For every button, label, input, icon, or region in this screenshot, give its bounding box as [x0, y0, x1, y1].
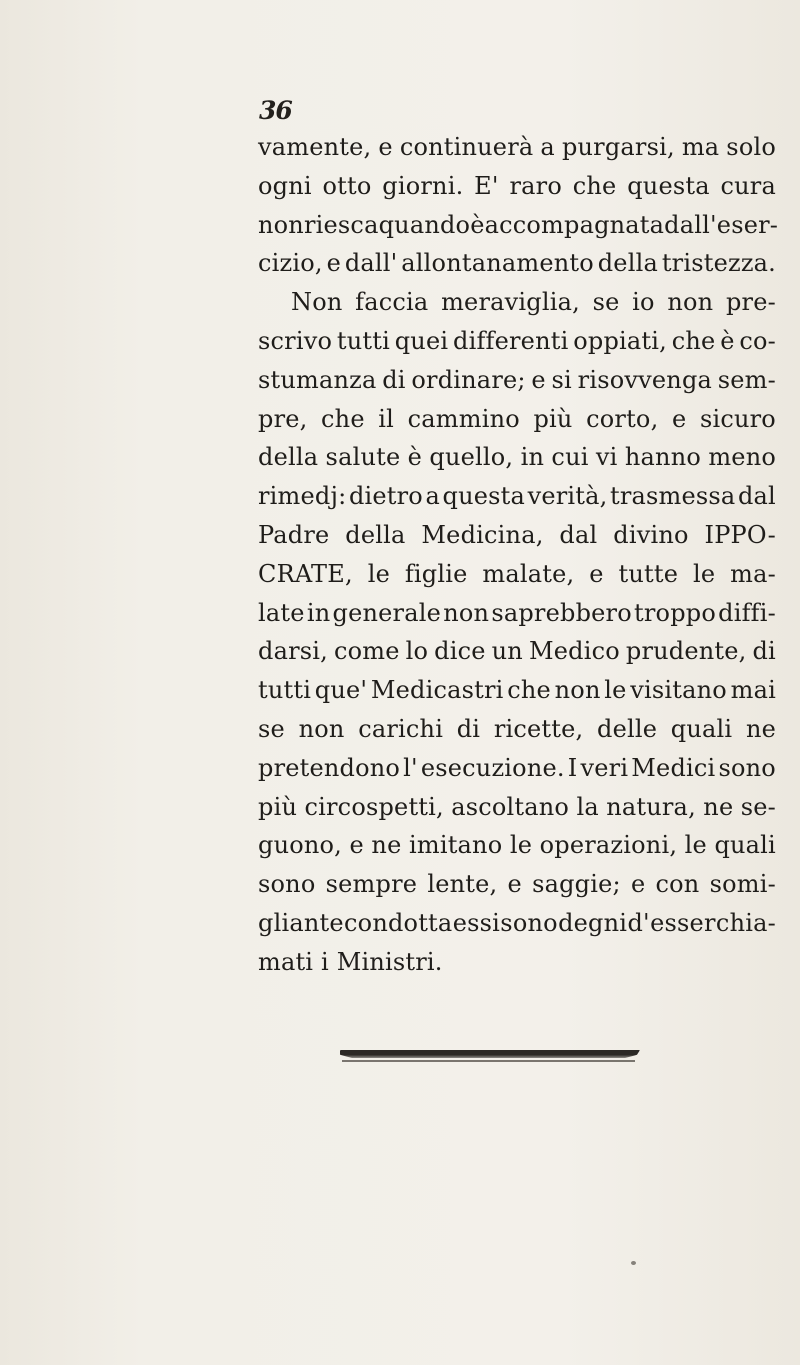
word: verità,: [527, 482, 608, 511]
word: è: [470, 210, 485, 239]
word: non: [298, 714, 345, 743]
word: gliante: [258, 908, 344, 937]
word: ogni: [258, 171, 312, 200]
word: dall': [344, 249, 398, 278]
word: quali: [714, 831, 776, 860]
word: malate,: [482, 559, 575, 588]
word: esser: [650, 908, 716, 937]
word: lente,: [427, 870, 498, 899]
text-line: [258, 244, 776, 283]
word: trasmessa: [610, 482, 736, 511]
word: io: [632, 288, 655, 317]
text-line: [258, 477, 776, 516]
word: non: [443, 598, 490, 627]
word: dall': [664, 210, 717, 239]
word: visitano: [630, 676, 727, 705]
word: vamente,: [258, 133, 372, 161]
paragraph-start-line: [258, 283, 776, 322]
word: Non: [291, 288, 343, 317]
word: e: [326, 249, 341, 278]
word: allontanamento: [401, 249, 594, 278]
text-line: [258, 904, 776, 943]
word: tutti: [258, 676, 312, 705]
word: dal: [737, 482, 776, 511]
word: accompagnata: [484, 210, 665, 239]
word: troppo: [634, 598, 716, 627]
word: e: [378, 133, 393, 161]
word: che: [671, 326, 716, 355]
word: questa: [627, 171, 710, 200]
word: Medicina,: [421, 520, 544, 549]
text-line: [258, 826, 776, 865]
word: la: [576, 792, 599, 821]
word: se: [258, 714, 285, 743]
word: raro: [509, 171, 562, 200]
word: rimedj:: [258, 482, 347, 511]
word: dietro: [348, 482, 423, 511]
word: stumanza: [258, 365, 377, 394]
word: cizio,: [258, 249, 323, 278]
word: se: [592, 288, 620, 317]
text-line: [258, 555, 776, 594]
word: oppiati,: [573, 326, 667, 355]
text-line: [258, 594, 776, 633]
word: ne: [745, 714, 776, 743]
word: diffi-: [718, 598, 776, 627]
word: sempre: [325, 870, 418, 899]
end-ornament-rule: [340, 1050, 640, 1058]
text-line: [258, 361, 776, 400]
word: operazioni,: [539, 831, 678, 860]
word: sono: [500, 908, 558, 937]
word: co-: [739, 326, 776, 355]
word: un: [491, 637, 523, 666]
word: circospetti,: [304, 792, 444, 821]
word: quello,: [429, 443, 514, 472]
word: divino: [613, 520, 689, 549]
word: con: [655, 870, 700, 899]
word: meno: [708, 443, 776, 472]
word: degni: [558, 908, 628, 937]
word: otto: [322, 171, 372, 200]
word: della: [345, 520, 406, 549]
word: imitano: [408, 831, 503, 860]
word: e: [507, 870, 522, 899]
word: più: [533, 404, 573, 433]
text-line: [258, 400, 776, 439]
word: le: [509, 831, 533, 860]
word: in: [520, 443, 545, 472]
word: ma-: [730, 559, 776, 588]
word: è: [720, 326, 735, 355]
word: come: [333, 637, 400, 666]
word: che: [507, 676, 551, 705]
word: ne: [703, 792, 734, 821]
word: il: [378, 404, 395, 433]
word: ne: [371, 831, 402, 860]
word: a: [425, 482, 440, 511]
word: ricette,: [493, 714, 584, 743]
word: giorni.: [382, 171, 464, 200]
ink-speck: [631, 1261, 636, 1265]
word: guono,: [258, 831, 343, 860]
word: condotta: [344, 908, 453, 937]
word: di: [752, 637, 776, 666]
page-number: 36: [259, 96, 292, 125]
word: delle: [597, 714, 658, 743]
text-line: [258, 749, 776, 788]
word: tutte: [618, 559, 679, 588]
word: non: [554, 676, 601, 705]
word: late: [258, 598, 305, 627]
word: lo: [405, 637, 429, 666]
word: e: [671, 404, 687, 433]
word: pre-: [725, 288, 776, 317]
word: salute: [325, 443, 401, 472]
word: non: [667, 288, 714, 317]
word: scrivo: [258, 326, 333, 355]
text-line: [258, 322, 776, 361]
word: le: [604, 676, 627, 705]
word: di: [456, 714, 481, 743]
word: Padre: [258, 520, 330, 549]
word: si: [551, 365, 572, 394]
word: faccia: [355, 288, 429, 317]
word: dice: [434, 637, 486, 666]
word: eser-: [716, 210, 779, 239]
word: le: [692, 559, 716, 588]
word: essi: [452, 908, 500, 937]
word: è: [407, 443, 423, 472]
word: questa: [442, 482, 526, 511]
word: veri: [580, 753, 629, 782]
text-line: [258, 632, 776, 671]
word: I: [567, 753, 578, 782]
word: carichi: [358, 714, 444, 743]
word: della: [597, 249, 658, 278]
word: mai: [730, 676, 776, 705]
word: ascoltano: [451, 792, 570, 821]
word: prudente,: [625, 637, 747, 666]
word: IPPO-: [704, 520, 776, 549]
word: a: [540, 133, 555, 161]
word: quando: [378, 210, 471, 239]
word: sono: [258, 870, 316, 899]
end-ornament-thin-rule: [342, 1060, 635, 1062]
word: vi: [595, 443, 618, 472]
word: tristezza.: [661, 249, 776, 278]
word: sem-: [717, 365, 776, 394]
text-line: [258, 167, 776, 206]
word: continuerà: [399, 133, 534, 161]
text-line: [258, 710, 776, 749]
word: natura,: [606, 792, 696, 821]
word: di: [382, 365, 406, 394]
word: purgarsi,: [561, 133, 675, 161]
text-line: [258, 206, 779, 245]
word: esecuzione.: [420, 753, 565, 782]
word: somi-: [709, 870, 776, 899]
word: se-: [740, 792, 776, 821]
last-text-line: mati i Ministri.: [258, 947, 443, 976]
word: e: [349, 831, 364, 860]
text-line: [258, 128, 776, 167]
word: e: [630, 870, 646, 899]
word: Medico: [528, 637, 620, 666]
body-text: [258, 128, 779, 982]
word: E': [474, 171, 499, 200]
word: tutti: [336, 326, 390, 355]
word: più: [258, 792, 298, 821]
word: cui: [551, 443, 589, 472]
word: cammino: [407, 404, 520, 433]
word: saggie;: [532, 870, 621, 899]
word: sicuro: [699, 404, 776, 433]
word: chia-: [715, 908, 776, 937]
word: le: [367, 559, 390, 588]
word: darsi,: [258, 637, 328, 666]
word: riesca: [303, 210, 379, 239]
word: risovvenga: [577, 365, 713, 394]
word: della: [258, 443, 319, 472]
word: que': [314, 676, 368, 705]
text-line: [258, 865, 776, 904]
word: differenti: [453, 326, 569, 355]
word: e: [589, 559, 604, 588]
word: pre,: [258, 404, 308, 433]
word: che: [321, 404, 365, 433]
word: e: [531, 365, 546, 394]
text-line: [258, 438, 776, 477]
word: cura: [720, 171, 776, 200]
word: ordinare;: [411, 365, 526, 394]
word: saprebbero: [491, 598, 632, 627]
word: in: [306, 598, 331, 627]
word: solo: [726, 133, 776, 161]
text-line: [258, 671, 776, 710]
word: ma: [681, 133, 720, 161]
word: quei: [394, 326, 449, 355]
text-line: [258, 788, 776, 827]
word: l': [403, 753, 418, 782]
word: Medicastri: [370, 676, 504, 705]
word: d': [627, 908, 650, 937]
word: corto,: [586, 404, 659, 433]
word: che: [572, 171, 617, 200]
text-line: [258, 516, 776, 555]
word: hanno: [624, 443, 702, 472]
word: non: [258, 210, 304, 239]
word: le: [684, 831, 707, 860]
word: sono: [718, 753, 776, 782]
word: figlie: [404, 559, 468, 588]
word: CRATE,: [258, 559, 353, 588]
word: quali: [670, 714, 733, 743]
word: pretendono: [258, 753, 401, 782]
word: dal: [559, 520, 598, 549]
word: generale: [332, 598, 442, 627]
word: Medici: [631, 753, 716, 782]
word: meraviglia,: [441, 288, 580, 317]
